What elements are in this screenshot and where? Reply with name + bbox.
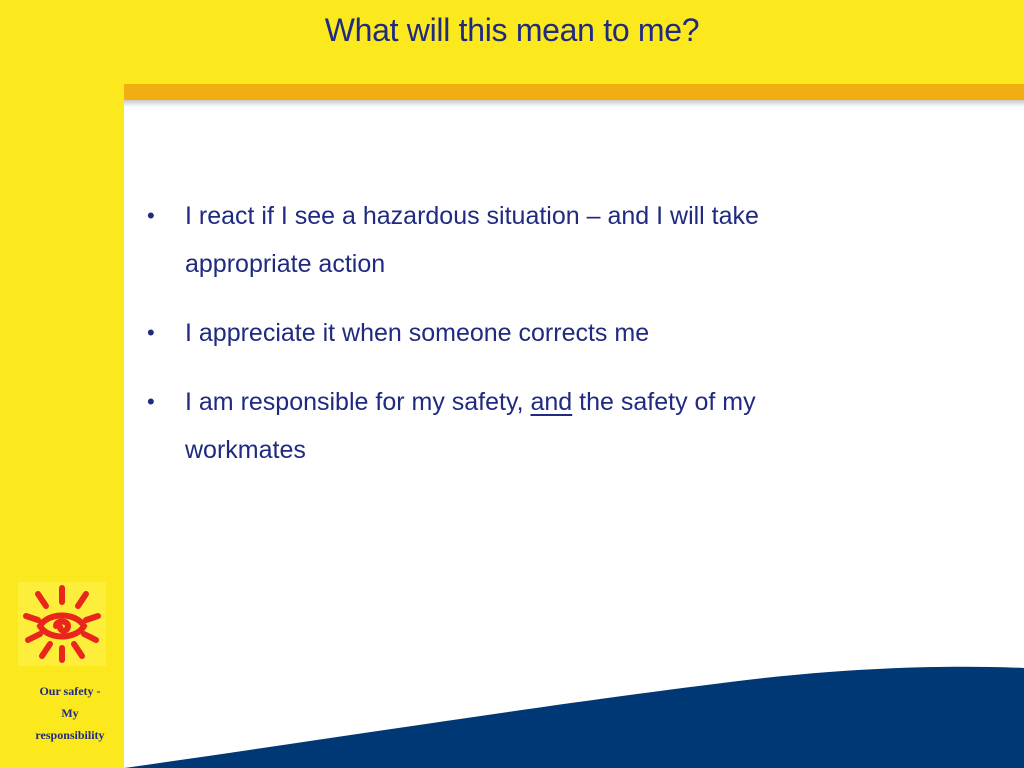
header-band [0, 0, 1024, 84]
accent-bar-shadow [124, 100, 1024, 107]
bullet-text-emphasis: and [530, 388, 573, 416]
slide-title: What will this mean to me? [324, 12, 700, 48]
wave-decoration [124, 660, 1024, 768]
caption-line: responsibility [35, 728, 105, 742]
bullet-text-after: the safety of my workmates [185, 388, 756, 464]
bullet-marker: • [147, 389, 155, 414]
bullet-item [140, 378, 840, 474]
eye-sun-logo-icon [18, 582, 106, 666]
accent-bar [124, 84, 1024, 100]
caption-line: My [61, 706, 79, 720]
bullet-item [140, 192, 840, 288]
bullet-text: I appreciate it when someone corrects me [185, 319, 650, 347]
bullet-marker: • [147, 203, 155, 228]
logo-caption [22, 680, 118, 746]
bullet-list [140, 192, 840, 495]
bullet-text: I react if I see a hazardous situation – and I will take appropriate action [185, 202, 759, 278]
bullet-item [140, 309, 840, 357]
bullet-text-before: I am responsible for my safety, [185, 388, 531, 416]
bullet-marker: • [147, 320, 155, 345]
caption-line: Our safety - [39, 684, 101, 698]
